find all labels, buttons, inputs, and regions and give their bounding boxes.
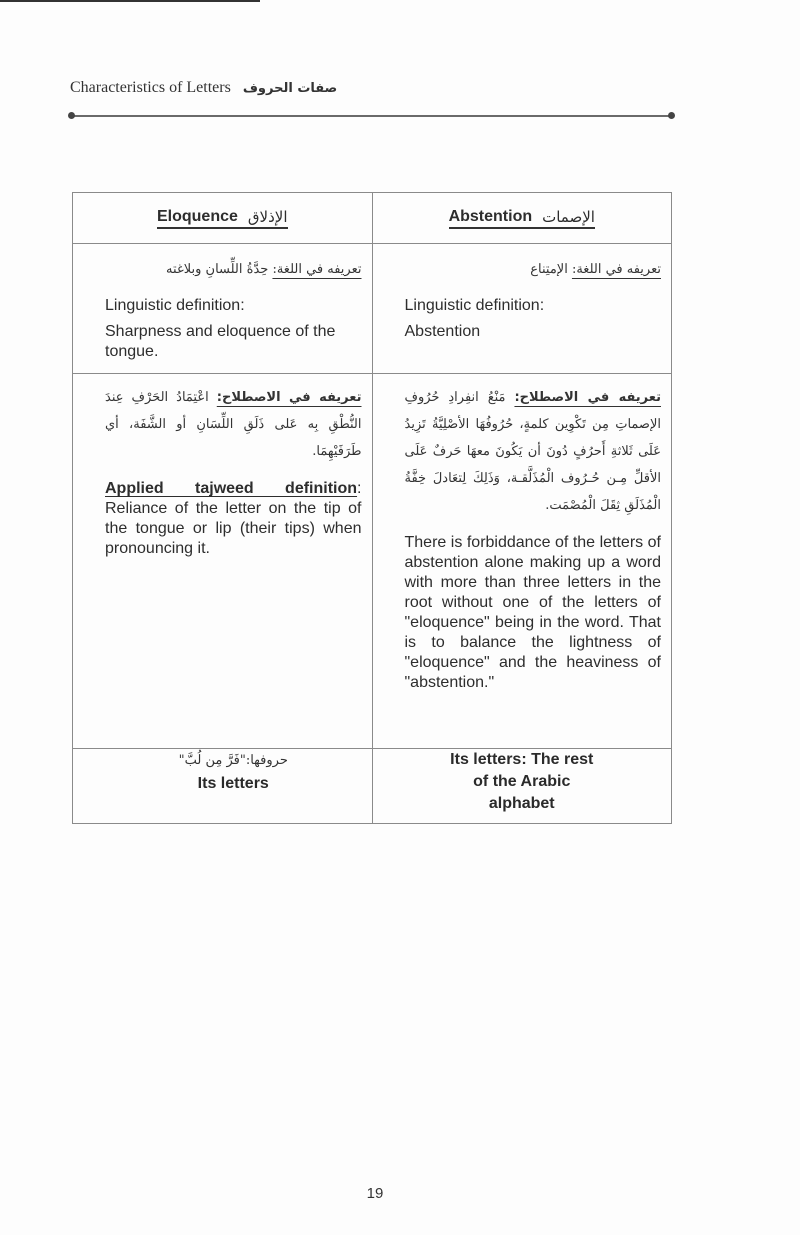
characteristics-table bbox=[72, 192, 672, 824]
english-explanation: There is forbiddance of the letters of abstention alone making up a word with more than three letters in the root without one of the letters of "eloquence" being in the word. That is to balance the lightness of "eloquence" and the heaviness of "abstention." bbox=[404, 534, 661, 691]
arabic-value: اعْتِمَادُ الحَرْفِ عِندَ النُّطْقِ بِه عَلى ذَلَقِ اللِّسَانِ أو الشَّفَة، أي طَرَفَيْهِمَا. bbox=[105, 390, 362, 459]
arabic-value: مَنْعُ انفِرادِ حُرُوفِ الإصماتِ مِن تَكْوِين كلمةٍ، حُرُوفُهَا الأصْلِيَّةُ تَزِيدُ عَلَى ثَلاثةِ أَحرُفٍ دُونَ أن يَكُونَ معهَا حَرفٌ عَلَى الأقلِّ مِـن حُـرُوف الْمُذَلَّقـة، وَذَلِكَ لِتعَادلَ خِفَّةُ الْمُذَلَقِ ثِقَلَ الْمُصْمَت. bbox=[404, 390, 661, 513]
header-divider bbox=[70, 115, 673, 117]
english-value: Abstention bbox=[404, 323, 481, 340]
cell-abstention-technical bbox=[372, 374, 672, 749]
abstention-letters-en: Its letters: The rest of the Arabic alphabet bbox=[450, 751, 594, 812]
arabic-label: تعريفه في الاصطلاح: bbox=[514, 390, 661, 405]
table-row-letters bbox=[73, 749, 672, 824]
divider-dot-right bbox=[668, 112, 675, 119]
english-value: Sharpness and eloquence of the tongue. bbox=[105, 323, 336, 360]
running-header-title-en: Characteristics of Letters bbox=[70, 79, 231, 96]
arabic-label: تعريفه في اللغة: bbox=[272, 262, 362, 277]
running-header-title-ar: صفات الحروف bbox=[242, 81, 338, 96]
cell-eloquence-linguistic bbox=[73, 244, 373, 374]
column-header-abstention bbox=[372, 193, 672, 244]
cell-eloquence-technical: تعريفه في الاصطلاح: اعْتِمَادُ الحَرْفِ عِندَ النُّطْقِ بِه عَلى ذَلَقِ اللِّسَانِ أو الشَّفَة، أي طَرَفَيْهِمَا. Applied tajweed definition: Reliance of the letter on the tip of the tongue or lip (their tips) when pronouncing it. bbox=[73, 374, 373, 749]
table-row-linguistic bbox=[73, 244, 672, 374]
arabic-label: تعريفه في اللغة: bbox=[571, 262, 661, 277]
column-header-eloquence-ar: الإذلاق bbox=[247, 207, 288, 226]
table-row-technical bbox=[73, 374, 672, 749]
column-header-eloquence bbox=[73, 193, 373, 244]
english-label: Linguistic definition: bbox=[404, 297, 545, 314]
column-header-abstention-en: Abstention bbox=[448, 207, 533, 225]
arabic-value: حِدَّةُ اللِّسانِ وبلاغته bbox=[166, 262, 269, 277]
arabic-value: الإمتِناع bbox=[530, 262, 568, 277]
cell-abstention-linguistic bbox=[372, 244, 672, 374]
page-number: 19 bbox=[366, 1185, 384, 1202]
column-header-eloquence-en: Eloquence bbox=[156, 207, 238, 225]
eloquence-letters-en: Its letters bbox=[197, 775, 269, 792]
cell-abstention-letters bbox=[372, 749, 672, 824]
applied-definition-title: Applied tajweed definition bbox=[105, 480, 358, 497]
table-header-row bbox=[73, 193, 672, 244]
column-header-abstention-ar: الإصمات bbox=[542, 207, 595, 226]
applied-definition-text: Reliance of the letter on the tip of the tongue or lip (their tips) when pronouncing it. bbox=[105, 500, 362, 557]
arabic-label: تعريفه في الاصطلاح: bbox=[216, 390, 362, 405]
divider-dot-left bbox=[68, 112, 75, 119]
eloquence-letters-ar: حروفها:"فَرَّ مِن لُبَّ" bbox=[178, 753, 288, 768]
page-edge-shadow bbox=[0, 0, 260, 2]
cell-eloquence-letters bbox=[73, 749, 373, 824]
english-label: Linguistic definition: bbox=[105, 297, 245, 314]
running-header bbox=[70, 79, 337, 97]
